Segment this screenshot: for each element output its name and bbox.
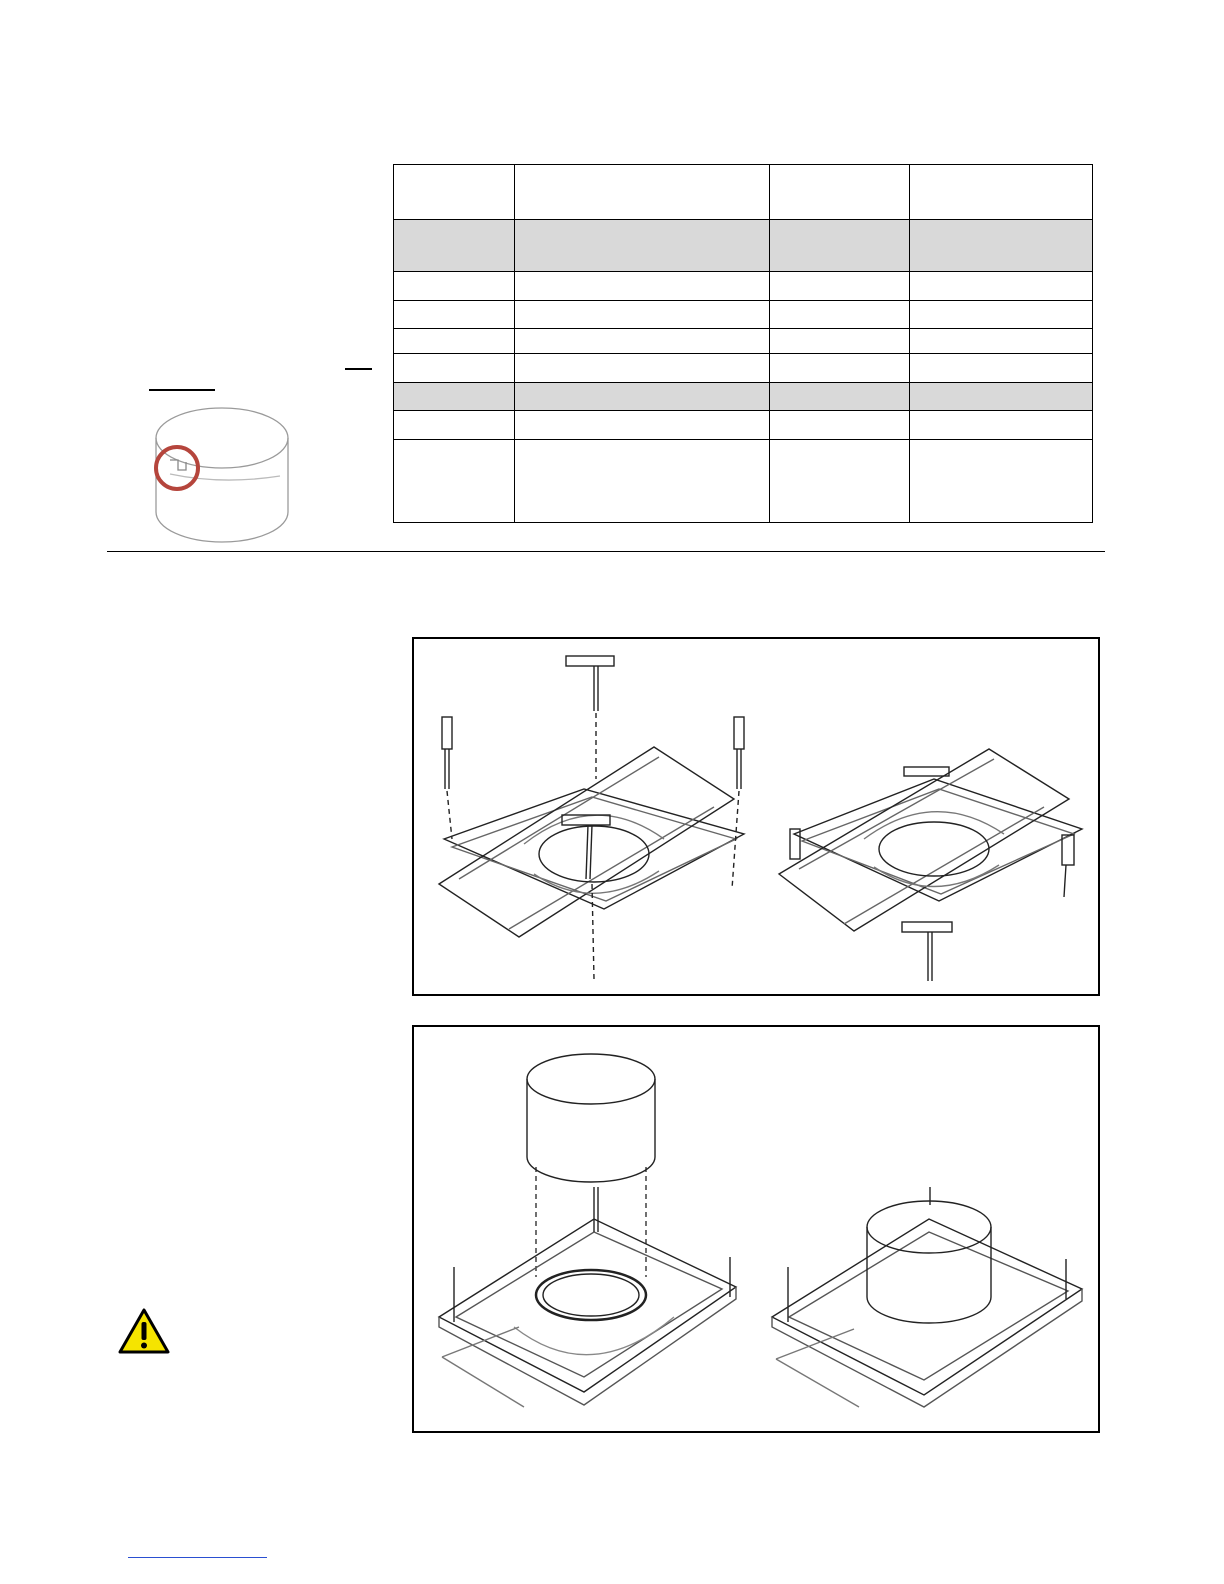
- table-cell: [770, 301, 910, 329]
- table-cell: [394, 411, 515, 440]
- spec-table: [393, 164, 1093, 523]
- red-circle-highlight: [156, 447, 198, 489]
- table-cell: [515, 301, 770, 329]
- underline-fragment: [345, 368, 372, 370]
- table-cell: [515, 411, 770, 440]
- table-cell: [770, 165, 910, 220]
- table-cell: [910, 165, 1093, 220]
- table-cell: [910, 329, 1093, 354]
- table-cell: [515, 440, 770, 523]
- table-row: [394, 165, 1093, 220]
- table-cell: [394, 272, 515, 301]
- table-cell: [394, 220, 515, 272]
- table-cell: [770, 220, 910, 272]
- table-cell: [515, 354, 770, 383]
- table-cell: [910, 301, 1093, 329]
- table-row: [394, 411, 1093, 440]
- table-cell: [394, 165, 515, 220]
- figure-cylinder-installation: [412, 1025, 1100, 1433]
- table-cell: [910, 354, 1093, 383]
- table-row: [394, 272, 1093, 301]
- table-row: [394, 220, 1093, 272]
- table-cell: [770, 329, 910, 354]
- table-cell: [910, 383, 1093, 411]
- table-cell: [910, 272, 1093, 301]
- table-cell: [515, 272, 770, 301]
- cylinder-notch-sketch: [150, 400, 295, 550]
- table-cell: [394, 301, 515, 329]
- warning-icon: [117, 1307, 171, 1355]
- figure-pin-installation: [412, 637, 1100, 996]
- table-cell: [770, 383, 910, 411]
- table-cell: [910, 220, 1093, 272]
- table-row: [394, 440, 1093, 523]
- table-cell: [770, 272, 910, 301]
- table-cell: [394, 329, 515, 354]
- table-cell: [910, 440, 1093, 523]
- table-cell: [770, 440, 910, 523]
- section-divider: [107, 551, 1105, 552]
- table-cell: [515, 383, 770, 411]
- table-cell: [515, 329, 770, 354]
- table-row: [394, 354, 1093, 383]
- table-row: [394, 329, 1093, 354]
- underline-fragment: [149, 389, 215, 391]
- table-cell: [770, 411, 910, 440]
- table-cell: [394, 440, 515, 523]
- table-cell: [394, 383, 515, 411]
- table-cell: [515, 165, 770, 220]
- table-cell: [770, 354, 910, 383]
- table-cell: [515, 220, 770, 272]
- table-row: [394, 301, 1093, 329]
- table-cell: [910, 411, 1093, 440]
- table-row: [394, 383, 1093, 411]
- footer-link-underline[interactable]: [128, 1557, 267, 1558]
- table-cell: [394, 354, 515, 383]
